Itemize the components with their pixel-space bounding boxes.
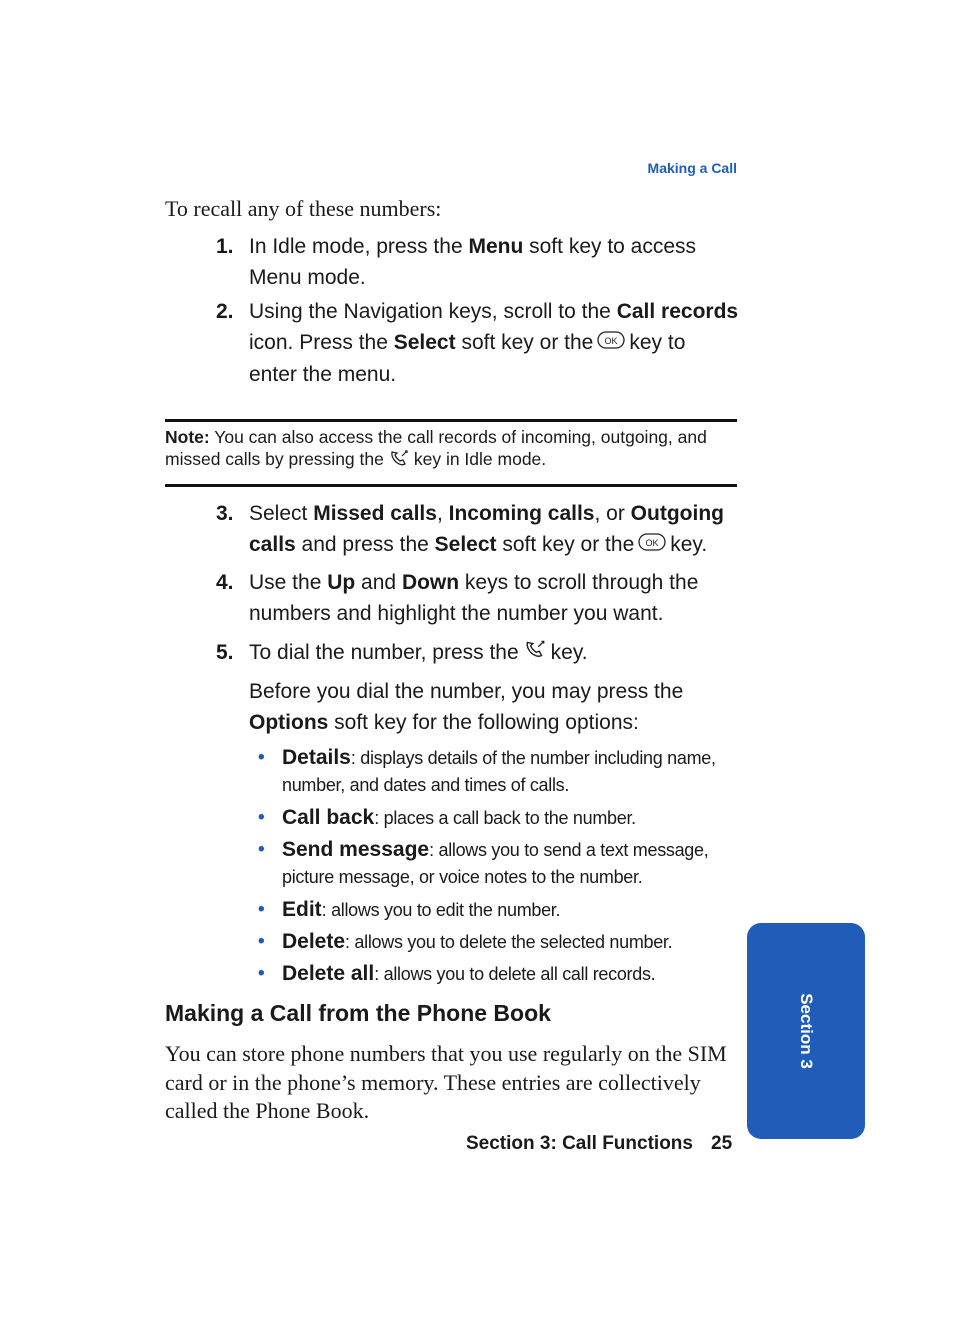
ok-key-icon [638, 530, 666, 561]
bullet-dot: • [258, 807, 265, 828]
step-3 [216, 498, 741, 560]
option-send-message: • Send message: allows you to send a text message, picture message, or voice notes to the number. [258, 838, 709, 887]
bullet-dot: • [258, 839, 265, 860]
step-number: 5. [216, 641, 234, 664]
svg-text:OK: OK [604, 335, 618, 346]
note-bottom-rule [165, 484, 737, 487]
step-5 [216, 637, 741, 668]
bullet-dot: • [258, 931, 265, 952]
step-text: Before you dial the number, you may press the Options soft key for the following options: [249, 680, 684, 734]
body-paragraph: You can store phone numbers that you use regularly on the SIM card or in the phone’s memory. These entries are collectively called the Phone Book. [165, 1041, 727, 1123]
running-head: Making a Call [647, 160, 737, 176]
note-text-end: key in Idle mode. [413, 449, 547, 470]
step-text: In Idle mode, press the Menu soft key to access Menu mode. [249, 235, 697, 289]
step-number: 3. [216, 502, 234, 525]
option-delete: • Delete: allows you to delete the selected number. [258, 930, 673, 953]
page-number: 25 [711, 1133, 733, 1154]
section-heading: Making a Call from the Phone Book [165, 1000, 551, 1026]
option-edit: • Edit: allows you to edit the number. [258, 898, 561, 921]
step-text: Use the Up and Down keys to scroll through the numbers and highlight the number you want. [249, 571, 699, 625]
step-number: 2. [216, 300, 234, 323]
step-text: To dial the number, press the key. [249, 637, 739, 669]
step-2 [216, 296, 741, 389]
step-5-options-intro [216, 676, 741, 738]
svg-text:OK: OK [645, 537, 659, 548]
step-number: 4. [216, 571, 234, 594]
note-text: You can also access the call records of incoming, outgoing, and missed calls by pressing the [165, 427, 707, 470]
send-key-icon [388, 448, 410, 473]
ok-key-icon [597, 328, 625, 359]
footer-section-title: Section 3: Call Functions [466, 1133, 693, 1154]
option-call-back: • Call back: places a call back to the number. [258, 806, 636, 829]
option-details: • Details: displays details of the number including name, number, and dates and times of calls. [258, 746, 716, 795]
option-delete-all: • Delete all: allows you to delete all call records. [258, 962, 656, 985]
step-text: Using the Navigation keys, scroll to the Call records icon. Press the Select soft key or the OK key to enter the menu. [249, 300, 739, 386]
step-text: Select Missed calls, Incoming calls, or Outgoing calls and press the Select soft key or the OK key. [249, 498, 739, 561]
step-1 [216, 231, 741, 293]
intro-text: To recall any of these numbers: [165, 196, 442, 221]
bullet-dot: • [258, 899, 265, 920]
note-label: Note: [165, 427, 210, 447]
note-box [165, 427, 737, 473]
step-number: 1. [216, 235, 234, 258]
note-top-rule [165, 419, 737, 422]
bullet-dot: • [258, 963, 265, 984]
bullet-dot: • [258, 747, 265, 768]
section-side-tab [747, 923, 865, 1139]
step-4 [216, 567, 741, 629]
side-tab-label: Section 3 [797, 993, 816, 1069]
send-key-icon [523, 638, 547, 669]
